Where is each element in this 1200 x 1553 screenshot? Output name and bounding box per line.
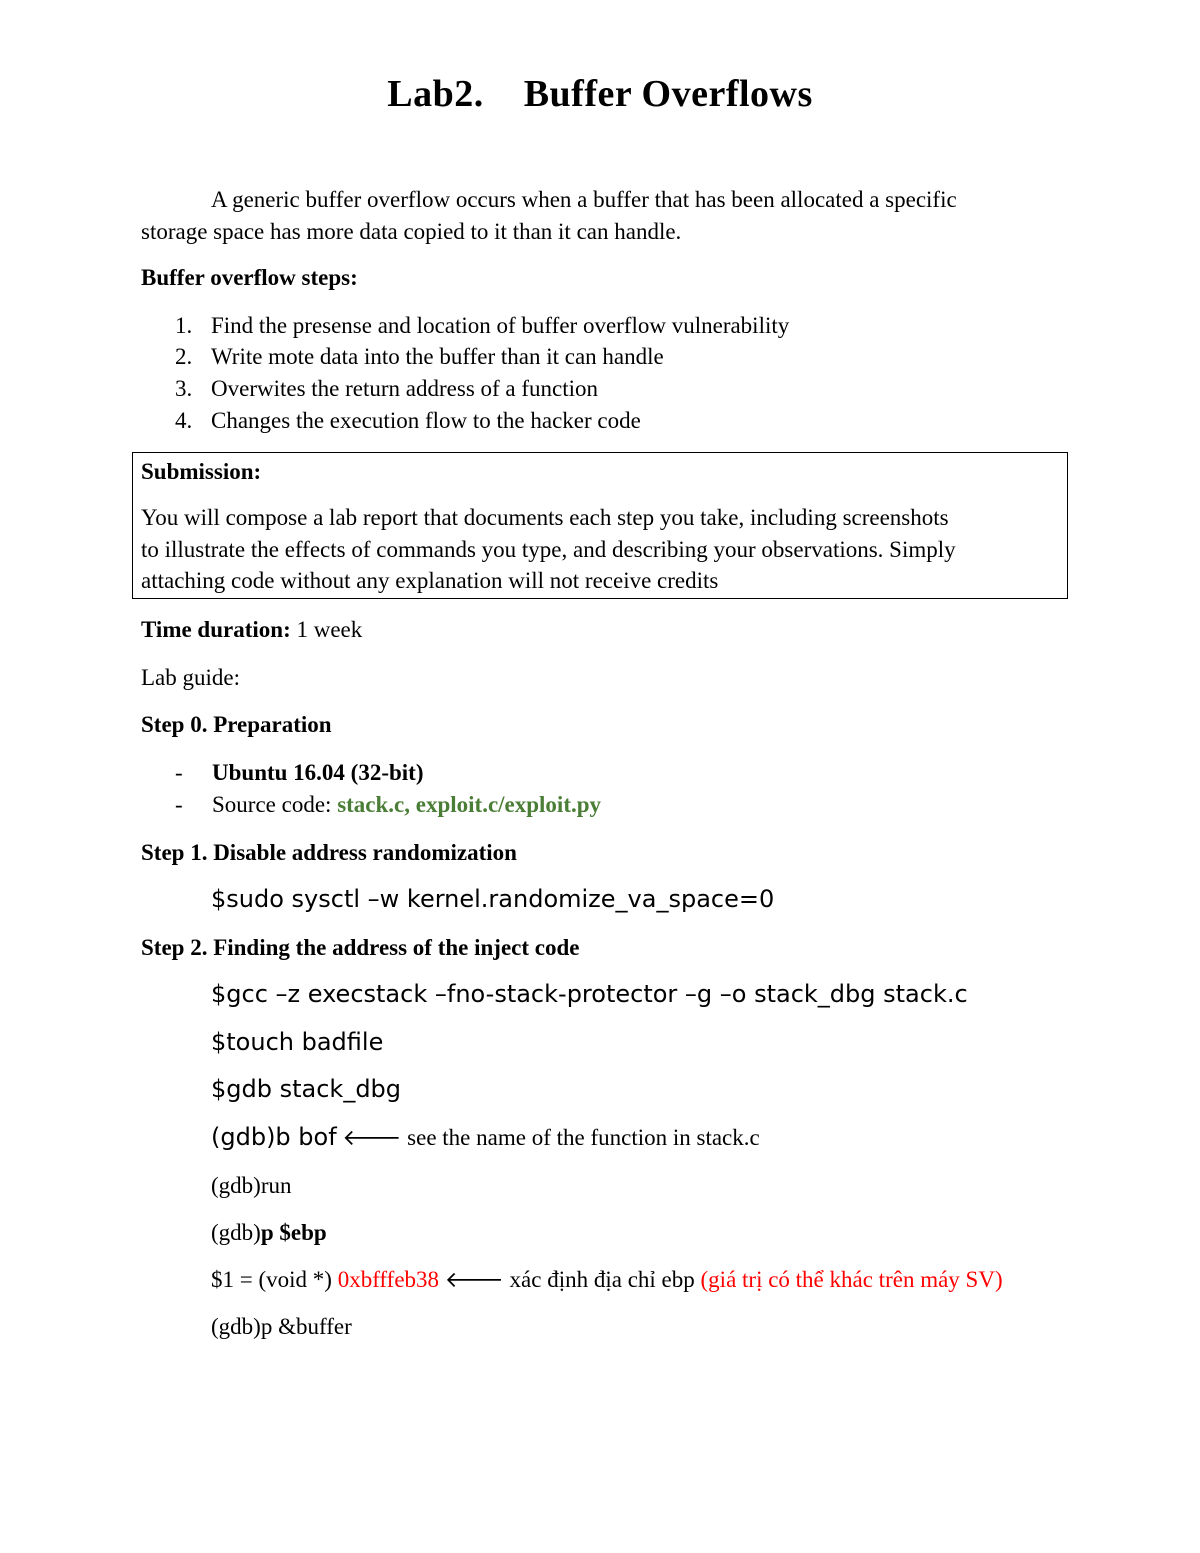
ebp-value: 0xbfffeb38: [337, 1267, 440, 1292]
time-duration-label: Time duration:: [141, 617, 291, 642]
list-item: [175, 376, 598, 402]
submission-heading: Submission:: [141, 459, 262, 484]
list-item-text: Overwites the return address of a function: [211, 376, 599, 401]
command-break: (gdb)b bof: [211, 1123, 337, 1151]
title-lab-number: Lab2.: [387, 73, 484, 115]
submission-line-3: attaching code without any explanation will not receive credits: [141, 568, 719, 593]
title-topic: Buffer Overflows: [523, 73, 813, 115]
command-print-buffer: (gdb)p &buffer: [211, 1314, 352, 1339]
ebp-note-warning: (giá trị có thể khác trên máy SV): [700, 1267, 1003, 1292]
left-arrow-icon: 🡐: [444, 1268, 504, 1293]
step0-item-source: [175, 792, 601, 818]
lab-guide-label: Lab guide:: [141, 665, 240, 690]
ebp-note: xác định địa chỉ ebp: [503, 1267, 701, 1292]
step1-heading: Step 1. Disable address randomization: [141, 840, 517, 865]
os-requirement: Ubuntu 16.04 (32-bit): [212, 760, 424, 785]
left-arrow-icon: 🡐: [342, 1126, 402, 1151]
bullet-dash: -: [175, 760, 183, 785]
list-item-number: 1.: [175, 313, 193, 338]
command-gdb: $gdb stack_dbg: [211, 1075, 402, 1103]
list-item-number: 4.: [175, 408, 193, 433]
list-item-text: Find the presense and location of buffer overflow vulnerability: [211, 313, 790, 338]
ebp-result-line: [211, 1267, 1003, 1293]
intro-line-1: A generic buffer overflow occurs when a buffer that has been allocated a specific: [211, 187, 957, 212]
step1-command: $sudo sysctl –w kernel.randomize_va_space=0: [211, 885, 775, 913]
list-item-number: 2.: [175, 344, 193, 369]
source-code-files: stack.c, exploit.c/exploit.py: [337, 792, 602, 817]
list-item: [175, 344, 664, 370]
submission-line-1: You will compose a lab report that documents each step you take, including screenshots: [141, 505, 949, 530]
break-note: see the name of the function in stack.c: [401, 1125, 760, 1150]
print-ebp: p $ebp: [260, 1220, 327, 1245]
time-duration-value: 1 week: [290, 617, 363, 642]
list-item-text: Changes the execution flow to the hacker code: [211, 408, 641, 433]
gdb-break-line: [211, 1123, 760, 1151]
steps-heading: Buffer overflow steps:: [141, 265, 358, 290]
command-gcc: $gcc –z execstack –fno-stack-protector –g –o stack_dbg stack.c: [211, 980, 968, 1008]
intro-line-2: storage space has more data copied to it than it can handle.: [141, 219, 682, 244]
command-touch: $touch badfile: [211, 1028, 384, 1056]
command-print-ebp: [211, 1220, 327, 1246]
time-duration: [141, 617, 362, 643]
command-run: (gdb)run: [211, 1173, 292, 1198]
gdb-prompt: (gdb): [211, 1220, 261, 1245]
list-item-number: 3.: [175, 376, 193, 401]
ebp-result: $1 = (void *): [211, 1267, 338, 1292]
step2-heading: Step 2. Finding the address of the inject code: [141, 935, 580, 960]
source-code-label: Source code:: [212, 792, 338, 817]
list-item: [175, 313, 789, 339]
step0-heading: Step 0. Preparation: [141, 712, 332, 737]
list-item-text: Write mote data into the buffer than it can handle: [211, 344, 664, 369]
bullet-dash: -: [175, 792, 183, 817]
step0-item-os: [175, 760, 424, 786]
list-item: [175, 408, 641, 434]
page-title: [0, 72, 1200, 116]
submission-line-2: to illustrate the effects of commands you type, and describing your observations. Simply: [141, 537, 956, 562]
